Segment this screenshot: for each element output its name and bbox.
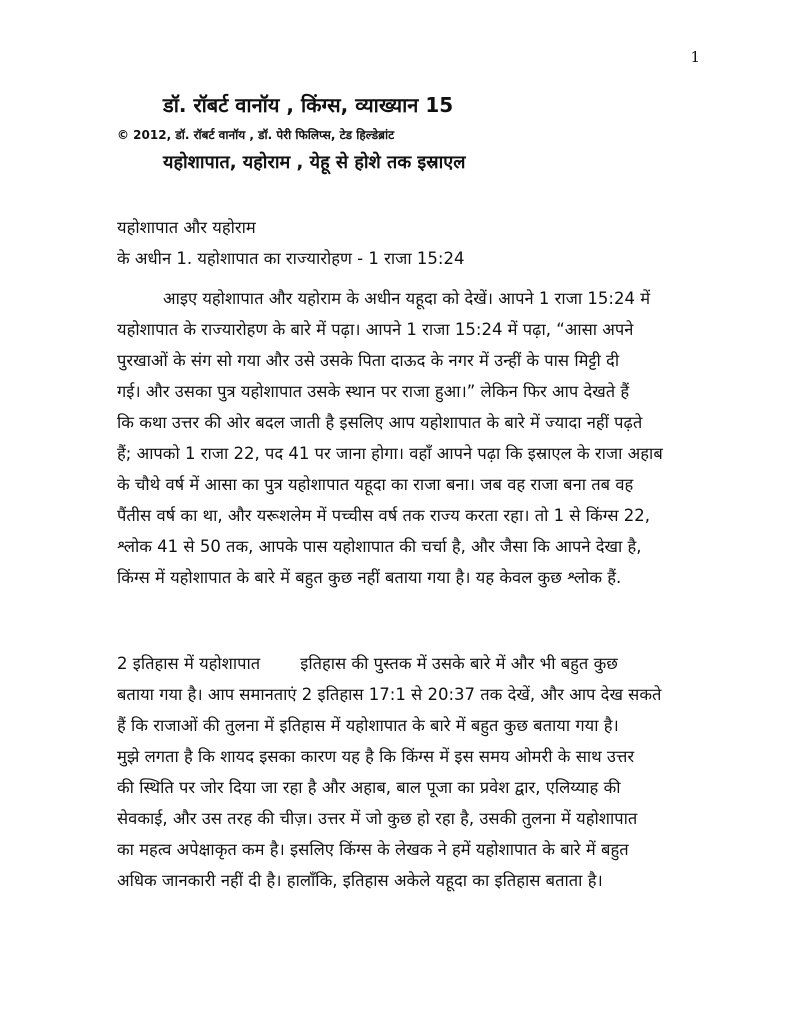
- paragraph-line: का महत्व अपेक्षाकृत कम है। इसलिए किंग्स के लेखक ने हमें यहोशापात के बारे में बहुत: [117, 840, 629, 859]
- paragraph-line: हैं कि राजाओं की तुलना में इतिहास में यहोशापात के बारे में बहुत कुछ बताया गया है।: [117, 716, 619, 735]
- copyright-line: © 2012, डॉ. रॉबर्ट वानॉय , डॉ. पेरी फिलिप्स, टेड हिल्डेब्रांट: [117, 128, 395, 142]
- paragraph-line: गई। और उसका पुत्र यहोशापात उसके स्थान पर राजा हुआ।” लेकिन फिर आप देखते हैं: [117, 382, 630, 401]
- lecture-subtitle: यहोशापात, यहोराम , येहू से होशे तक इस्राएल: [163, 152, 466, 173]
- section-heading: [117, 212, 662, 274]
- paragraph-line-text: इतिहास की पुस्तक में उसके बारे में और भी बहुत कुछ: [300, 654, 618, 673]
- lecture-title: डॉ. रॉबर्ट वानॉय , किंग्स, व्याख्यान 15: [163, 93, 454, 117]
- page-number: 1: [690, 48, 700, 66]
- paragraph-line: सेवकाई, और उस तरह की चीज़। उत्तर में जो कुछ हो रहा है, उसकी तुलना में यहोशापात: [117, 809, 638, 828]
- paragraph-line: आइए यहोशापात और यहोराम के अधीन यहूदा को देखें। आपने 1 राजा 15:24 में: [163, 289, 651, 308]
- paragraph-first-line: [117, 648, 662, 679]
- paragraph-line: हैं; आपको 1 राजा 22, पद 41 पर जाना होगा। वहाँ आपने पढ़ा कि इस्राएल के राजा अहाब: [117, 444, 663, 463]
- paragraph-line: पैंतीस वर्ष का था, और यरूशलेम में पच्चीस वर्ष तक राज्य करता रहा। तो 1 से किंग्स 22,: [117, 506, 651, 525]
- paragraph-line: कि कथा उत्तर की ओर बदल जाती है इसलिए आप यहोशापात के बारे में ज्यादा नहीं पढ़ते: [117, 413, 643, 432]
- paragraph-line: बताया गया है। आप समानताएं 2 इतिहास 17:1 से 20:37 तक देखें, और आप देख सकते: [117, 685, 662, 704]
- paragraph-1: [117, 283, 662, 593]
- paragraph-line: पुरखाओं के संग सो गया और उसे उसके पिता दाऊद के नगर में उन्हीं के पास मिट्टी दी: [117, 351, 620, 370]
- section-heading-line-1: यहोशापात और यहोराम: [117, 218, 256, 237]
- paragraph-line: के चौथे वर्ष में आसा का पुत्र यहोशापात यहूदा का राजा बना। जब वह राजा बना तब वह: [117, 475, 634, 494]
- section-heading-line-2: के अधीन 1. यहोशापात का राज्यारोहण - 1 राजा 15:24: [117, 249, 465, 268]
- paragraph-line: अधिक जानकारी नहीं दी है। हालाँकि, इतिहास अकेले यहूदा का इतिहास बताता है।: [117, 871, 603, 890]
- paragraph-line: श्लोक 41 से 50 तक, आपके पास यहोशापात की चर्चा है, और जैसा कि आपने देखा है,: [117, 537, 642, 556]
- paragraph-2: [117, 648, 662, 896]
- paragraph-line: की स्थिति पर जोर दिया जा रहा है और अहाब, बाल पूजा का प्रवेश द्वार, एलिय्याह की: [117, 778, 621, 797]
- paragraph-line: मुझे लगता है कि शायद इसका कारण यह है कि किंग्स में इस समय ओमरी के साथ उत्तर: [117, 747, 635, 766]
- paragraph-line: किंग्स में यहोशापात के बारे में बहुत कुछ नहीं बताया गया है। यह केवल कुछ श्लोक हैं.: [117, 568, 622, 587]
- inline-section-heading: 2 इतिहास में यहोशापात: [117, 654, 261, 673]
- paragraph-line: यहोशापात के राज्यारोहण के बारे में पढ़ा। आपने 1 राजा 15:24 में पढ़ा, “आसा अपने: [117, 320, 634, 339]
